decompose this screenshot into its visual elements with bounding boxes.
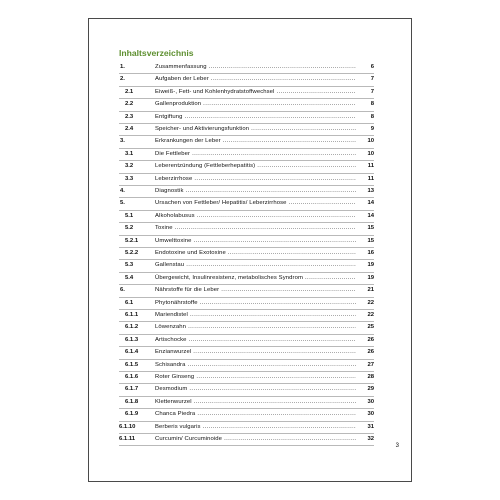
toc-entry[interactable] xyxy=(119,223,374,233)
toc-entry-leader xyxy=(155,335,356,345)
toc-title: Inhaltsverzeichnis xyxy=(119,48,194,58)
toc-entry-page: 27 xyxy=(367,361,374,368)
toc-entry-number: 2. xyxy=(120,76,125,83)
toc-entry-leader xyxy=(155,74,356,84)
toc-entry-title: Löwenzahn xyxy=(155,324,187,331)
toc-entry-title: Schisandra xyxy=(155,361,186,368)
toc-entry-number: 5.2.1 xyxy=(125,237,139,244)
toc-entry[interactable] xyxy=(119,62,374,72)
toc-entry-leader xyxy=(155,285,356,295)
toc-entry-page: 11 xyxy=(367,163,374,170)
toc-entry[interactable] xyxy=(119,372,374,382)
toc-entry[interactable] xyxy=(119,211,374,221)
toc-entry-title: Endotoxine und Exotoxine xyxy=(155,250,226,256)
toc-entry-title: Curcumin/ Curcuminoide xyxy=(155,436,223,442)
toc-entry-leader xyxy=(155,298,356,308)
toc-entry-page: 16 xyxy=(367,250,374,256)
toc-entry-leader xyxy=(155,62,356,72)
toc-entry-number: 3. xyxy=(120,138,125,145)
toc-entry-leader xyxy=(155,136,356,146)
toc-entry-title: Diagnostik xyxy=(155,188,184,194)
toc-entry-leader xyxy=(155,161,356,171)
toc-entry[interactable] xyxy=(119,248,374,258)
toc-entry-leader xyxy=(155,223,356,233)
toc-entry-page: 30 xyxy=(367,398,374,405)
toc-entry-title: Phytonährstoffe xyxy=(155,299,198,306)
toc-entry-page: 9 xyxy=(370,126,374,132)
toc-entry-page: 19 xyxy=(367,262,374,269)
toc-entry-leader xyxy=(155,273,356,283)
page-number: 3 xyxy=(395,443,399,449)
toc-entry-title: Erkrankungen der Leber xyxy=(155,138,221,145)
toc-entry-page: 28 xyxy=(367,374,374,380)
toc-entry-leader xyxy=(155,211,356,221)
toc-entry-leader xyxy=(155,347,356,357)
toc-entry[interactable] xyxy=(119,384,374,394)
toc-entry-number: 6.1.10 xyxy=(119,423,136,430)
toc-entry-number: 1. xyxy=(120,64,125,70)
toc-entry-leader xyxy=(155,397,356,407)
toc-entry[interactable] xyxy=(119,149,374,159)
toc-entry-page: 7 xyxy=(370,88,374,95)
document-page xyxy=(88,18,412,482)
toc-entry-leader xyxy=(155,236,356,246)
toc-entry[interactable] xyxy=(119,99,374,109)
toc-entry-page: 8 xyxy=(370,113,374,120)
toc-entry-page: 31 xyxy=(367,423,374,430)
toc-entry-title: Enzianwurzel xyxy=(155,349,192,356)
toc-entry[interactable] xyxy=(119,74,374,84)
toc-entry-leader xyxy=(155,409,356,419)
toc-entry-leader xyxy=(155,360,356,370)
toc-entry[interactable] xyxy=(119,87,374,97)
toc-entry-page: 25 xyxy=(367,324,374,331)
toc-entry-leader xyxy=(155,372,356,382)
toc-entry-title: Entgiftung xyxy=(155,113,183,120)
toc-entry-number: 4. xyxy=(120,188,125,194)
toc-entry-leader xyxy=(155,99,356,109)
toc-entry-title: Eiweiß-, Fett- und Kohlenhydratstoffwechsel xyxy=(155,88,275,95)
toc-entry-page: 32 xyxy=(367,436,374,442)
toc-entry-page: 15 xyxy=(367,225,374,232)
toc-entry-number: 3.2 xyxy=(125,163,134,170)
toc-entry[interactable] xyxy=(119,273,374,283)
toc-entry-number: 5.2.2 xyxy=(125,250,139,256)
toc-entry-number: 5.4 xyxy=(125,274,134,281)
toc-entry-leader xyxy=(155,149,356,159)
toc-entry-title: Leberentzündung (Fettleberhepatitis) xyxy=(155,163,256,170)
toc-entry-page: 15 xyxy=(367,237,374,244)
toc-entry-title: Gallenstau xyxy=(155,262,185,269)
toc-entry-title: Toxine xyxy=(155,225,173,232)
toc-entry[interactable] xyxy=(119,434,374,444)
toc-entry-title: Mariendistel xyxy=(155,312,188,318)
toc-entry-number: 5. xyxy=(120,200,125,207)
toc-entry-page: 10 xyxy=(367,138,374,145)
toc-entry[interactable] xyxy=(119,422,374,432)
toc-entry-title: Berberis vulgaris xyxy=(155,423,201,430)
toc-entry-number: 6.1.9 xyxy=(125,411,139,418)
toc-entry-page: 10 xyxy=(367,150,374,157)
toc-entry-number: 6.1.8 xyxy=(125,398,139,405)
toc-entry-number: 6.1.1 xyxy=(125,312,139,318)
toc-entry[interactable] xyxy=(119,260,374,270)
toc-entry-title: Chanca Piedra xyxy=(155,411,196,418)
toc-entry-title: Zusammenfassung xyxy=(155,64,207,70)
toc-entry-title: Aufgaben der Leber xyxy=(155,76,209,83)
toc-entry-title: Roter Ginseng xyxy=(155,374,195,380)
toc-entry-title: Nährstoffe für die Leber xyxy=(155,287,220,294)
toc-entry-number: 6.1.2 xyxy=(125,324,139,331)
toc-entry-leader xyxy=(155,322,356,332)
toc-entry-number: 2.1 xyxy=(125,88,134,95)
toc-entry-number: 6.1.11 xyxy=(119,436,136,442)
toc-entry[interactable] xyxy=(119,285,374,295)
toc-entry-title: Gallenproduktion xyxy=(155,101,202,108)
toc-entry[interactable] xyxy=(119,136,374,146)
toc-entry[interactable] xyxy=(119,322,374,332)
toc-entry-page: 13 xyxy=(367,188,374,194)
toc-entry[interactable] xyxy=(119,124,374,134)
toc-entry[interactable] xyxy=(119,397,374,407)
toc-entry-number: 6.1.3 xyxy=(125,336,139,343)
toc-entry[interactable] xyxy=(119,186,374,196)
toc-entry-number: 6.1.5 xyxy=(125,361,139,368)
toc-entry-page: 30 xyxy=(367,411,374,418)
toc-entry[interactable] xyxy=(119,310,374,320)
toc-entry[interactable] xyxy=(119,360,374,370)
toc-entry-leader xyxy=(155,422,356,432)
toc-entry-leader xyxy=(155,198,356,208)
toc-entry-page: 8 xyxy=(370,101,374,108)
toc-separator xyxy=(119,445,374,446)
toc-entry-leader xyxy=(155,87,356,97)
toc-entry-title: Ursachen von Fettleber/ Hepatitis/ Leberzirrhose xyxy=(155,200,287,207)
toc-entry-title: Umwelttoxine xyxy=(155,237,192,244)
toc-entry-leader xyxy=(155,186,356,196)
toc-entry-leader xyxy=(155,112,356,122)
toc-entry-leader xyxy=(155,384,356,394)
toc-entry-leader xyxy=(155,310,356,320)
toc-entry-number: 3.1 xyxy=(125,150,134,157)
toc-entry-title: Übergewicht, Insulinresistenz, metabolisches Syndrom xyxy=(155,274,303,281)
toc-entry-number: 5.2 xyxy=(125,225,134,232)
toc-entry-number: 6.1.7 xyxy=(125,386,139,393)
toc-entry-number: 6.1.4 xyxy=(125,349,139,356)
toc-entry-number: 5.1 xyxy=(125,212,134,219)
toc-entry[interactable] xyxy=(119,335,374,345)
toc-entry-page: 19 xyxy=(367,274,374,281)
toc-entry-leader xyxy=(155,124,356,134)
toc-entry-number: 2.2 xyxy=(125,101,134,108)
toc-entry[interactable] xyxy=(119,409,374,419)
toc-entry-page: 6 xyxy=(370,64,374,70)
toc-entry[interactable] xyxy=(119,298,374,308)
toc-entry[interactable] xyxy=(119,198,374,208)
toc-entry-number: 2.4 xyxy=(125,126,134,132)
toc-entry-page: 7 xyxy=(370,76,374,83)
toc-entry-page: 22 xyxy=(367,299,374,306)
toc-entry-title: Alkoholabusus xyxy=(155,212,195,219)
toc-entry-leader xyxy=(155,174,356,184)
toc-entry[interactable] xyxy=(119,161,374,171)
toc-entry-page: 14 xyxy=(367,212,374,219)
toc-entry-title: Speicher- und Aktivierungsfunktion xyxy=(155,126,250,132)
toc-entry[interactable] xyxy=(119,347,374,357)
toc-entry[interactable] xyxy=(119,174,374,184)
toc-entry-number: 6. xyxy=(120,287,125,294)
toc-entry-leader xyxy=(155,434,356,444)
toc-entry-number: 5.3 xyxy=(125,262,134,269)
toc-entry-title: Klettenwurzel xyxy=(155,398,192,405)
toc-entry-page: 14 xyxy=(367,200,374,207)
toc-entry-number: 3.3 xyxy=(125,175,134,182)
toc-entry-leader xyxy=(155,260,356,270)
toc-entry-page: 21 xyxy=(367,287,374,294)
toc-entry-title: Artischocke xyxy=(155,336,187,343)
toc-entry-page: 26 xyxy=(367,336,374,343)
toc-entry[interactable] xyxy=(119,112,374,122)
toc-entry-page: 22 xyxy=(367,312,374,318)
toc-entry-title: Desmodium xyxy=(155,386,188,393)
toc-entry-leader xyxy=(155,248,356,258)
toc-entry[interactable] xyxy=(119,236,374,246)
toc-entry-page: 29 xyxy=(367,386,374,393)
toc-entry-number: 6.1 xyxy=(125,299,134,306)
toc-entry-title: Leberzirrhose xyxy=(155,175,193,182)
toc-entry-page: 26 xyxy=(367,349,374,356)
toc-entry-page: 11 xyxy=(367,175,374,182)
toc-entry-title: Die Fettleber xyxy=(155,150,191,157)
toc-entry-number: 2.3 xyxy=(125,113,134,120)
toc-entry-number: 6.1.6 xyxy=(125,374,139,380)
